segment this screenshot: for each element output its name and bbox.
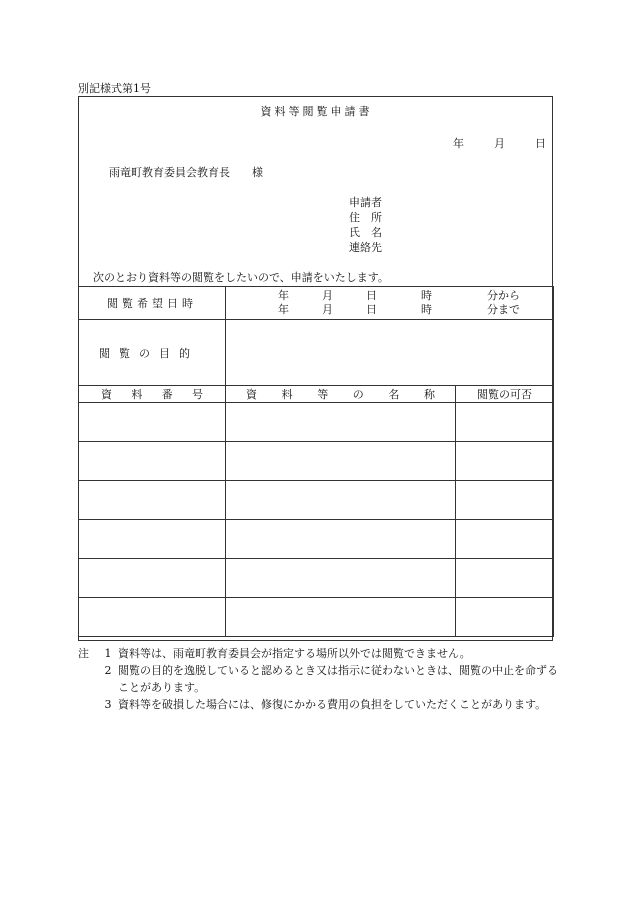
- approval-cell[interactable]: [456, 442, 554, 481]
- date-day: 日: [535, 137, 546, 150]
- name-cell[interactable]: [226, 598, 456, 637]
- number-cell[interactable]: [79, 481, 226, 520]
- approval-cell[interactable]: [456, 520, 554, 559]
- header-approval: 閲覧の可否: [456, 386, 554, 403]
- table-row: [79, 559, 554, 598]
- applicant-contact-label: 連絡先: [349, 241, 382, 254]
- applicant-heading: 申請者: [349, 196, 382, 209]
- note-number: 2: [104, 664, 112, 677]
- approval-cell[interactable]: [456, 481, 554, 520]
- wish-from-line: 年 月 日 時 分から: [278, 289, 520, 302]
- date-month: 月: [494, 137, 505, 150]
- addressee: 雨竜町教育委員会教育長 様: [109, 166, 263, 179]
- wish-to-line: 年 月 日 時 分まで: [278, 303, 520, 316]
- wish-datetime-row: [79, 287, 554, 320]
- wish-datetime-field[interactable]: [226, 287, 554, 320]
- wish-datetime-label: 閲覧希望日時: [79, 287, 226, 320]
- name-cell[interactable]: [226, 520, 456, 559]
- notes-section: [78, 645, 558, 713]
- note-item: [78, 662, 558, 696]
- note-text: 資料等は、雨竜町教育委員会が指定する場所以外では閲覧できません。: [118, 647, 471, 660]
- note-item: [78, 696, 558, 713]
- table-row: [79, 520, 554, 559]
- date-year: 年: [453, 137, 464, 150]
- number-cell[interactable]: [79, 442, 226, 481]
- approval-cell[interactable]: [456, 403, 554, 442]
- name-cell[interactable]: [226, 559, 456, 598]
- table-row: [79, 598, 554, 637]
- table-row: [79, 481, 554, 520]
- number-cell[interactable]: [79, 598, 226, 637]
- approval-cell[interactable]: [456, 559, 554, 598]
- purpose-label: 閲覧の目的: [79, 320, 226, 386]
- name-cell[interactable]: [226, 481, 456, 520]
- number-cell[interactable]: [79, 559, 226, 598]
- table-row: [79, 442, 554, 481]
- number-cell[interactable]: [79, 520, 226, 559]
- date-line: [453, 135, 546, 151]
- table-row: [79, 403, 554, 442]
- purpose-row: [79, 320, 554, 386]
- note-number: 1: [104, 647, 112, 660]
- application-form: [78, 96, 553, 641]
- name-cell[interactable]: [226, 442, 456, 481]
- applicant-name-label: 氏 名: [349, 226, 382, 239]
- note-text: 資料等を破損した場合には、修復にかかる費用の負担をしていただくことがあります。: [118, 698, 547, 711]
- header-name: 資 料 等 の 名 称: [226, 386, 456, 403]
- form-table: [78, 286, 554, 637]
- number-cell[interactable]: [79, 403, 226, 442]
- applicant-address-label: 住 所: [349, 211, 382, 224]
- intro-text: 次のとおり資料等の閲覧をしたいので、申請をいたします。: [93, 271, 389, 284]
- form-number-label: 別記様式第1号: [78, 82, 151, 95]
- note-mark: 注: [78, 647, 89, 660]
- applicant-block: [349, 195, 382, 255]
- name-cell[interactable]: [226, 403, 456, 442]
- purpose-field[interactable]: [226, 320, 554, 386]
- note-number: 3: [104, 698, 112, 711]
- header-number: 資 料 番 号: [79, 386, 226, 403]
- note-text: 閲覧の目的を逸脱していると認めるとき又は指示に従わないときは、閲覧の中止を命ずることがあります。: [118, 664, 558, 694]
- approval-cell[interactable]: [456, 598, 554, 637]
- note-item: [78, 645, 558, 662]
- form-title: 資料等閲覧申請書: [260, 105, 373, 118]
- table-header-row: [79, 386, 554, 403]
